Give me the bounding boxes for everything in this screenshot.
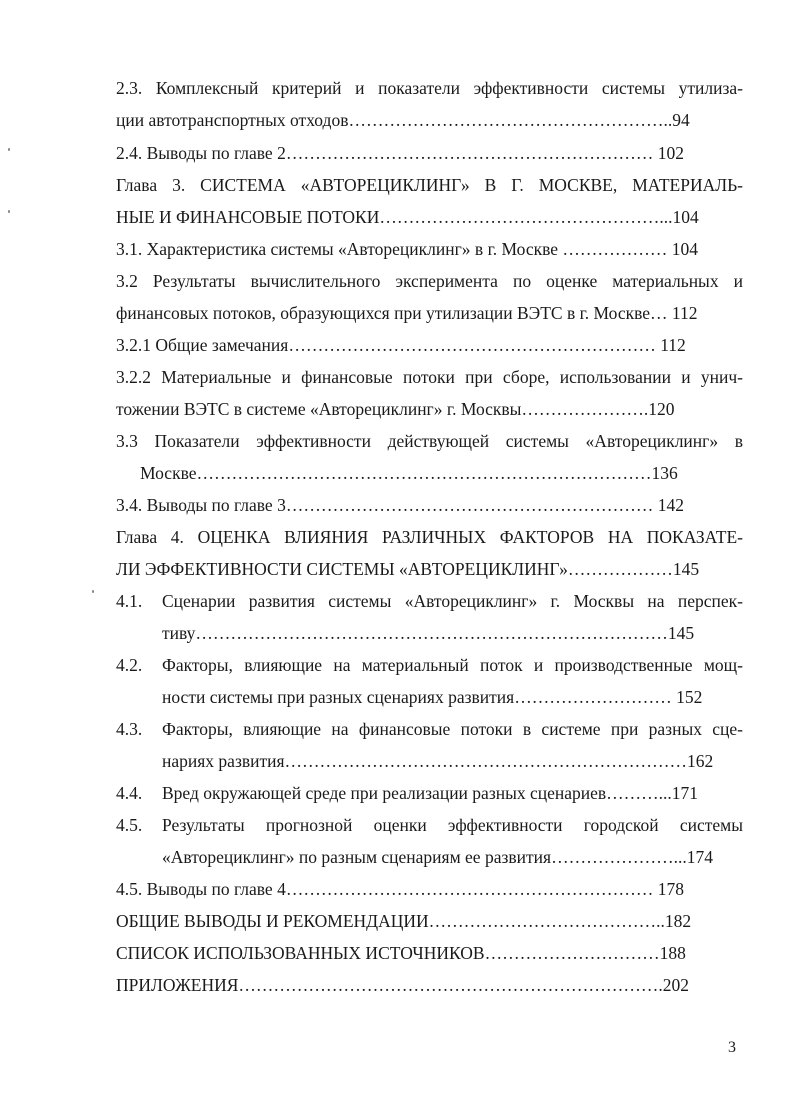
toc-4-2-line-1: Факторы, влияющие на материальный поток и производственные мощ- — [162, 655, 743, 675]
toc-2-4: 2.4. Выводы по главе 2……………………………………………………… 102 — [116, 143, 684, 163]
toc-chapter-4-line-2: ЛИ ЭФФЕКТИВНОСТИ СИСТЕМЫ «АВТОРЕЦИКЛИНГ»………………145 — [116, 559, 700, 579]
toc-3-2-2-line-1: 3.2.2 Материальные и финансовые потоки при сборе, использовании и унич- — [116, 367, 743, 387]
toc-3-4: 3.4. Выводы по главе 3……………………………………………………… 142 — [116, 495, 684, 515]
toc-appendices: ПРИЛОЖЕНИЯ……………………………………………………………….202 — [116, 975, 690, 995]
toc-4-2-number: 4.2. — [116, 655, 143, 675]
toc-4-5-conclusions: 4.5. Выводы по главе 4……………………………………………………… 178 — [116, 879, 684, 899]
toc-4-3-line-1: Факторы, влияющие на финансовые потоки в системе при разных сце- — [162, 719, 743, 739]
toc-4-1-line-2: тиву………………………………………………………………………145 — [162, 623, 695, 643]
toc-4-5-line-1: Результаты прогнозной оценки эффективности городской системы — [162, 815, 743, 835]
toc-2-3-line-1: 2.3. Комплексный критерий и показатели эффективности системы утилиза- — [116, 78, 743, 98]
toc-3-2-1: 3.2.1 Общие замечания……………………………………………………… 112 — [116, 335, 686, 355]
toc-3-2-2-line-2: тожении ВЭТС в системе «Авторециклинг» г. Москвы………………….120 — [116, 399, 675, 419]
toc-3-2-line-2: финансовых потоков, образующихся при утилизации ВЭТС в г. Москве… 112 — [116, 303, 698, 323]
scan-speck — [8, 148, 10, 151]
toc-2-3-line-2: ции автотранспортных отходов………………………………………………..94 — [116, 110, 690, 130]
toc-3-1: 3.1. Характеристика системы «Авторециклинг» в г. Москве ……………… 104 — [116, 239, 699, 259]
toc-general-conclusions: ОБЩИЕ ВЫВОДЫ И РЕКОМЕНДАЦИИ…………………………………..182 — [116, 911, 692, 931]
toc-4-4: Вред окружающей среде при реализации разных сценариев………...171 — [162, 783, 699, 803]
toc-4-3-number: 4.3. — [116, 719, 143, 739]
toc-4-5-number: 4.5. — [116, 815, 143, 835]
toc-3-3-line-2: Москве……………………………………………………………………136 — [140, 463, 678, 483]
toc-chapter-4-line-1: Глава 4. ОЦЕНКА ВЛИЯНИЯ РАЗЛИЧНЫХ ФАКТОРОВ НА ПОКАЗАТЕ- — [116, 527, 743, 547]
toc-references: СПИСОК ИСПОЛЬЗОВАННЫХ ИСТОЧНИКОВ…………………………188 — [116, 943, 686, 963]
toc-4-1-number: 4.1. — [116, 591, 143, 611]
toc-4-4-number: 4.4. — [116, 783, 143, 803]
scan-speck — [8, 210, 10, 213]
toc-chapter-3-line-1: Глава 3. СИСТЕМА «АВТОРЕЦИКЛИНГ» В Г. МОСКВЕ, МАТЕРИАЛЬ- — [116, 175, 743, 195]
toc-4-1-line-1: Сценарии развития системы «Авторециклинг» г. Москвы на перспек- — [162, 591, 743, 611]
toc-4-2-line-2: ности системы при разных сценариях развития……………………… 152 — [162, 687, 703, 707]
toc-4-5-line-2: «Авторециклинг» по разным сценариям ее развития…………………...174 — [162, 847, 713, 867]
toc-4-3-line-2: нариях развития……………………………………………………………162 — [162, 751, 714, 771]
page-number: 3 — [728, 1039, 736, 1056]
toc-3-2-line-1: 3.2 Результаты вычислительного эксперимента по оценке материальных и — [116, 271, 743, 291]
toc-3-3-line-1: 3.3 Показатели эффективности действующей системы «Авторециклинг» в — [116, 431, 743, 451]
scan-speck — [92, 590, 94, 593]
toc-chapter-3-line-2: НЫЕ И ФИНАНСОВЫЕ ПОТОКИ…………………………………………...104 — [116, 207, 699, 227]
